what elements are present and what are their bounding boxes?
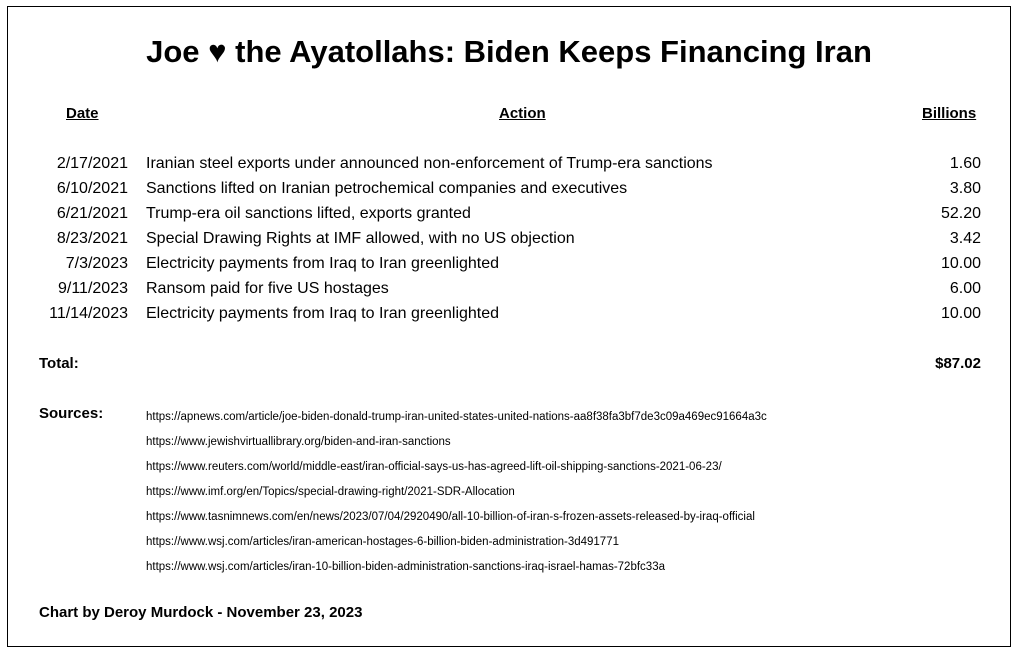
table-row	[0, 201, 1017, 226]
row-date: 2/17/2021	[56, 155, 128, 172]
row-amount: 3.42	[949, 230, 981, 247]
row-date: 6/10/2021	[56, 180, 128, 197]
source-link[interactable]: https://www.tasnimnews.com/en/news/2023/07/04/2920490/all-10-billion-of-iran-s-frozen-assets-released-by-iraq-official	[146, 511, 755, 523]
row-date: 6/21/2021	[56, 205, 128, 222]
table-row	[0, 301, 1017, 326]
chart-credit: Chart by Deroy Murdock - November 23, 2023	[39, 604, 363, 621]
row-action: Electricity payments from Iraq to Iran greenlighted	[146, 305, 500, 322]
table-row	[0, 151, 1017, 176]
row-date: 11/14/2023	[49, 305, 128, 322]
row-action: Electricity payments from Iraq to Iran greenlighted	[146, 255, 500, 272]
row-date: 9/11/2023	[58, 280, 128, 297]
row-action: Ransom paid for five US hostages	[146, 280, 389, 297]
total-value: $87.02	[935, 355, 981, 372]
source-link[interactable]: https://www.jewishvirtuallibrary.org/biden-and-iran-sanctions	[146, 436, 451, 448]
table-row	[0, 226, 1017, 251]
column-header-date: Date	[66, 105, 99, 122]
row-amount: 52.20	[940, 205, 981, 222]
row-action: Special Drawing Rights at IMF allowed, with no US objection	[146, 230, 575, 247]
row-amount: 10.00	[940, 305, 981, 322]
row-amount: 10.00	[940, 255, 981, 272]
source-link[interactable]: https://www.imf.org/en/Topics/special-drawing-right/2021-SDR-Allocation	[146, 486, 515, 498]
source-link[interactable]: https://www.wsj.com/articles/iran-10-billion-biden-administration-sanctions-iraq-israel-hamas-72bfc33a	[146, 561, 665, 573]
total-label: Total:	[39, 355, 79, 372]
row-action: Iranian steel exports under announced non-enforcement of Trump-era sanctions	[146, 155, 713, 172]
table-row	[0, 276, 1017, 301]
row-amount: 1.60	[949, 155, 981, 172]
column-header-action: Action	[499, 105, 546, 122]
table-row	[0, 251, 1017, 276]
table-row	[0, 176, 1017, 201]
row-date: 8/23/2021	[56, 230, 128, 247]
row-date: 7/3/2023	[65, 255, 128, 272]
source-link[interactable]: https://www.reuters.com/world/middle-east/iran-official-says-us-has-agreed-lift-oil-shipping-sanctions-2021-06-23/	[146, 461, 722, 473]
column-header-billions: Billions	[922, 105, 977, 122]
page-title: Joe ♥ the Ayatollahs: Biden Keeps Financing Iran	[146, 34, 872, 69]
document-frame	[7, 6, 1011, 647]
row-amount: 3.80	[949, 180, 981, 197]
source-link[interactable]: https://apnews.com/article/joe-biden-donald-trump-iran-united-states-united-nations-aa8f38fa3bf7de3c09a469ec91664a3c	[146, 411, 767, 423]
sources-label: Sources:	[39, 405, 104, 422]
row-action: Trump-era oil sanctions lifted, exports granted	[146, 205, 471, 222]
row-action: Sanctions lifted on Iranian petrochemical companies and executives	[146, 180, 628, 197]
source-link[interactable]: https://www.wsj.com/articles/iran-american-hostages-6-billion-biden-administration-3d491771	[146, 536, 619, 548]
row-amount: 6.00	[949, 280, 981, 297]
